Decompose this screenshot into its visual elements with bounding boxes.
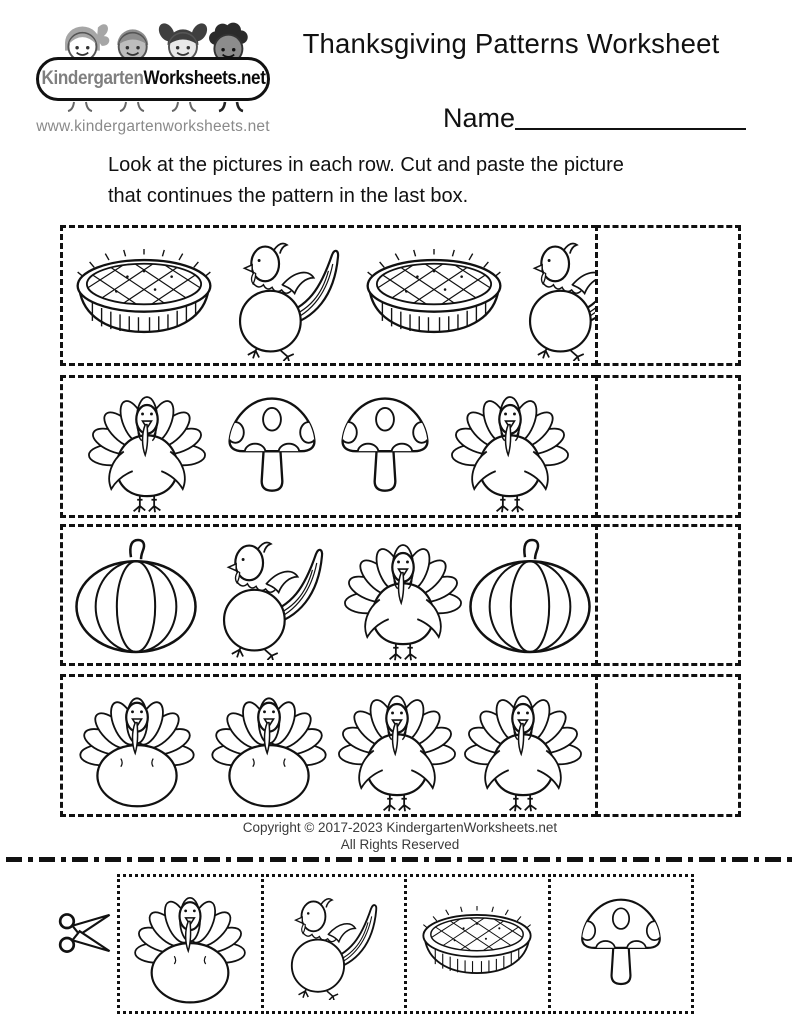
answer-box-1 — [595, 225, 741, 366]
mushroom-image — [225, 392, 319, 502]
cutout-card-1 — [117, 874, 264, 1014]
name-blank-line — [515, 101, 746, 130]
turkey-running-icon — [276, 888, 392, 1000]
pie-icon — [359, 249, 509, 343]
instructions-line-1: Look at the pictures in each row. Cut and paste the picture — [108, 154, 624, 176]
turkey-standing-icon — [463, 679, 583, 813]
mushroom-icon — [338, 392, 432, 502]
instructions-line-2: that continues the pattern in the last box. — [108, 185, 469, 207]
pattern-row-3 — [60, 524, 741, 666]
copyright-line-2: All Rights Reserved — [340, 837, 460, 852]
pumpkin-icon — [69, 537, 203, 654]
site-logo — [36, 12, 270, 136]
pumpkin-image — [463, 537, 597, 654]
cutout-card-2 — [261, 874, 408, 1014]
copyright-text — [0, 819, 800, 853]
turkey-standing-icon — [343, 528, 463, 662]
turkey-sitting-icon — [74, 683, 200, 809]
turkey-standing-icon — [337, 679, 457, 813]
mushroom-image — [578, 893, 664, 995]
turkey-running-icon — [219, 231, 359, 361]
name-label: Name — [443, 103, 516, 133]
pattern-row-1-items — [69, 228, 588, 363]
pie-image — [417, 906, 537, 982]
turkey-standing-image — [87, 380, 207, 514]
answer-box-3 — [595, 524, 741, 666]
copyright-line-1: Copyright © 2017-2023 KindergartenWorksheets.net — [242, 820, 558, 835]
mushroom-image — [338, 392, 432, 502]
pattern-row-4-items — [69, 677, 588, 814]
page-title: Thanksgiving Patterns Worksheet — [302, 28, 720, 59]
pie-icon — [69, 249, 219, 343]
turkey-sitting-icon — [129, 883, 251, 1005]
turkey-standing-image — [337, 679, 457, 813]
answer-box-2 — [595, 375, 741, 518]
turkey-running-image — [276, 888, 392, 1000]
answer-box-4 — [595, 674, 741, 817]
pattern-row-3-items — [69, 527, 588, 663]
pie-image — [359, 249, 509, 343]
pumpkin-icon — [463, 537, 597, 654]
logo-wordmark: KindergartenWorksheets.net — [40, 68, 266, 89]
turkey-running-image — [203, 530, 343, 660]
turkey-standing-image — [463, 679, 583, 813]
kids-feet-icon — [47, 101, 259, 115]
cut-here-dashed-line — [6, 857, 794, 862]
turkey-sitting-image — [206, 683, 332, 809]
cutout-card-3 — [404, 874, 551, 1014]
turkey-standing-image — [343, 528, 463, 662]
turkey-sitting-image — [74, 683, 200, 809]
scissors-icon — [57, 906, 115, 960]
name-row — [443, 101, 746, 134]
instructions-text — [108, 150, 624, 212]
turkey-sitting-icon — [206, 683, 332, 809]
turkey-sitting-image — [129, 883, 251, 1005]
logo-url: www.kindergartenworksheets.net — [36, 118, 270, 135]
pattern-row-2 — [60, 375, 741, 518]
cutout-strip — [117, 874, 694, 1014]
mushroom-icon — [225, 392, 319, 502]
turkey-standing-icon — [450, 380, 570, 514]
pattern-row-4 — [60, 674, 741, 817]
pie-icon — [417, 906, 537, 982]
mushroom-icon — [578, 893, 664, 995]
pie-image — [69, 249, 219, 343]
turkey-running-image — [219, 231, 359, 361]
pumpkin-image — [69, 537, 203, 654]
cutout-card-4 — [548, 874, 695, 1014]
logo-banner — [36, 57, 270, 101]
turkey-standing-image — [450, 380, 570, 514]
turkey-running-icon — [203, 530, 343, 660]
turkey-standing-icon — [87, 380, 207, 514]
pattern-row-2-items — [69, 378, 588, 515]
pattern-row-1 — [60, 225, 741, 366]
